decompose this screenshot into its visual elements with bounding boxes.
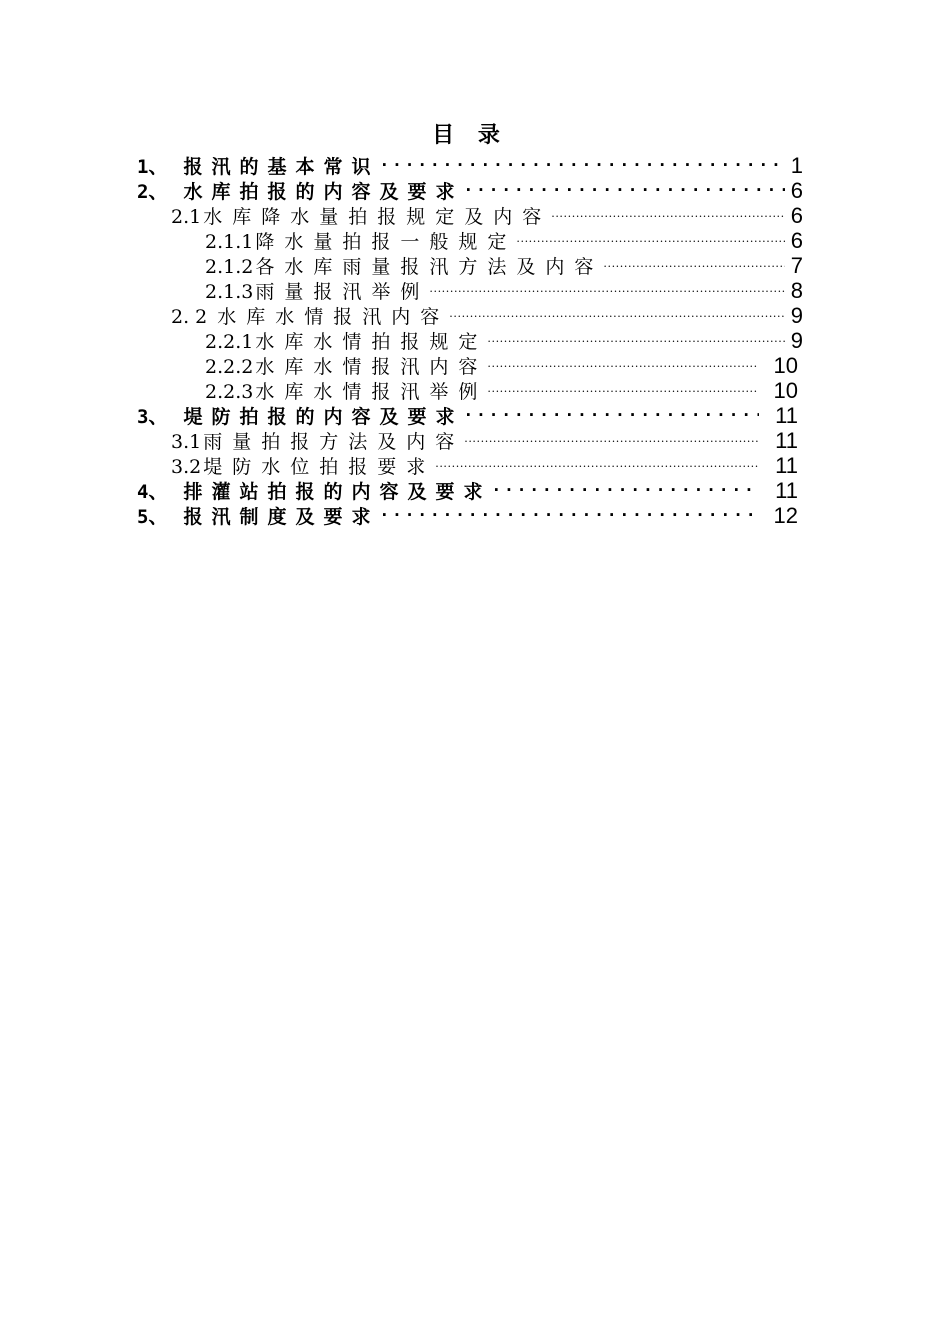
toc-entry-page: 10 [773, 378, 798, 403]
toc-entry-page: 6 [790, 228, 803, 253]
toc-entry-label: 水库水情报汛内容 [255, 356, 488, 378]
toc-entry-number: 2.1.3 [205, 281, 254, 303]
toc-entry-5[interactable] [137, 498, 798, 528]
toc-entry-page: 7 [790, 253, 803, 278]
toc-entry-label: 水库拍报的内容及要求 [183, 181, 464, 203]
toc-entry-page: 11 [775, 403, 798, 428]
toc-leader-dots [551, 198, 785, 223]
toc-entry-label: 堤防拍报的内容及要求 [183, 406, 464, 428]
toc-entry-3[interactable] [137, 398, 798, 428]
toc-entry-1[interactable] [137, 148, 803, 178]
toc-entry-page: 6 [790, 203, 803, 228]
toc-leader-dots [463, 173, 784, 198]
toc-entry-2-1-3[interactable] [205, 273, 803, 303]
toc-entry-2[interactable] [137, 173, 803, 203]
toc-leader-dots [435, 448, 759, 473]
toc-entry-number: 2.1.1 [205, 231, 254, 253]
toc-entry-2-2[interactable] [171, 298, 803, 328]
toc-entry-page: 1 [790, 153, 803, 178]
toc-entry-number: 4、 [137, 481, 168, 503]
toc-leader-dots [463, 398, 759, 423]
toc-entry-label: 水库降水量拍报规定及内容 [203, 206, 552, 228]
toc-entry-number: 2.2.2 [205, 356, 254, 378]
toc-entry-label: 降水量拍报一般规定 [255, 231, 517, 253]
toc-entry-2-1[interactable] [171, 198, 803, 228]
toc-entry-number: 2.1 [171, 206, 202, 228]
toc-entry-label: 报汛的基本常识 [183, 156, 380, 178]
toc-entry-number: 2.2.3 [205, 381, 254, 403]
toc-leader-dots [487, 373, 757, 398]
toc-entry-number: 1、 [137, 156, 168, 178]
toc-entry-number: 3.2 [171, 456, 202, 478]
toc-entry-number: 2.2.1 [205, 331, 254, 353]
toc-entry-label: 水库水情报汛内容 [217, 306, 450, 328]
toc-entry-4[interactable] [137, 473, 798, 503]
toc-entry-page: 9 [790, 303, 803, 328]
toc-entry-number: 2.1.2 [205, 256, 254, 278]
toc-entry-label: 水库水情拍报规定 [255, 331, 488, 353]
toc-leader-dots [449, 298, 784, 323]
toc-entry-2-2-3[interactable] [205, 373, 798, 403]
toc-entry-page: 12 [773, 503, 798, 528]
toc-entry-label: 堤防水位拍报要求 [203, 456, 436, 478]
toc-entry-label: 各水库雨量报汛方法及内容 [255, 256, 604, 278]
toc-entry-page: 6 [790, 178, 803, 203]
toc-entry-number: 3、 [137, 406, 168, 428]
toc-entry-label: 报汛制度及要求 [183, 506, 380, 528]
toc-entry-number: 5、 [137, 506, 168, 528]
toc-entry-number: 2、 [137, 181, 168, 203]
toc-entry-label: 排灌站拍报的内容及要求 [183, 481, 492, 503]
toc-leader-dots [491, 473, 759, 498]
toc-entry-label: 水库水情报汛举例 [255, 381, 488, 403]
toc-entry-3-2[interactable] [171, 448, 798, 478]
toc-entry-2-1-1[interactable] [205, 223, 803, 253]
toc-entry-2-2-1[interactable] [205, 323, 803, 353]
toc-entry-page: 11 [775, 453, 798, 478]
toc-entry-number: 2. 2 [171, 306, 208, 328]
toc-leader-dots [487, 348, 757, 373]
toc-entry-page: 11 [775, 478, 798, 503]
toc-entry-number: 3.1 [171, 431, 202, 453]
toc-leader-dots [464, 423, 759, 448]
toc-leader-dots [516, 223, 784, 248]
toc-entry-label: 雨量报汛举例 [255, 281, 430, 303]
toc-leader-dots [429, 273, 784, 298]
toc-entry-2-1-2[interactable] [205, 248, 803, 278]
toc-entry-page: 10 [773, 353, 798, 378]
toc-entry-page: 9 [790, 328, 803, 353]
toc-entry-3-1[interactable] [171, 423, 798, 453]
toc-leader-dots [379, 498, 757, 523]
toc-leader-dots [379, 148, 784, 173]
toc-title: 目 录 [432, 122, 508, 148]
toc-entry-2-2-2[interactable] [205, 348, 798, 378]
toc-leader-dots [487, 323, 784, 348]
toc-entry-page: 11 [775, 428, 798, 453]
toc-entry-label: 雨量拍报方法及内容 [203, 431, 465, 453]
toc-leader-dots [603, 248, 784, 273]
toc-entry-page: 8 [790, 278, 803, 303]
